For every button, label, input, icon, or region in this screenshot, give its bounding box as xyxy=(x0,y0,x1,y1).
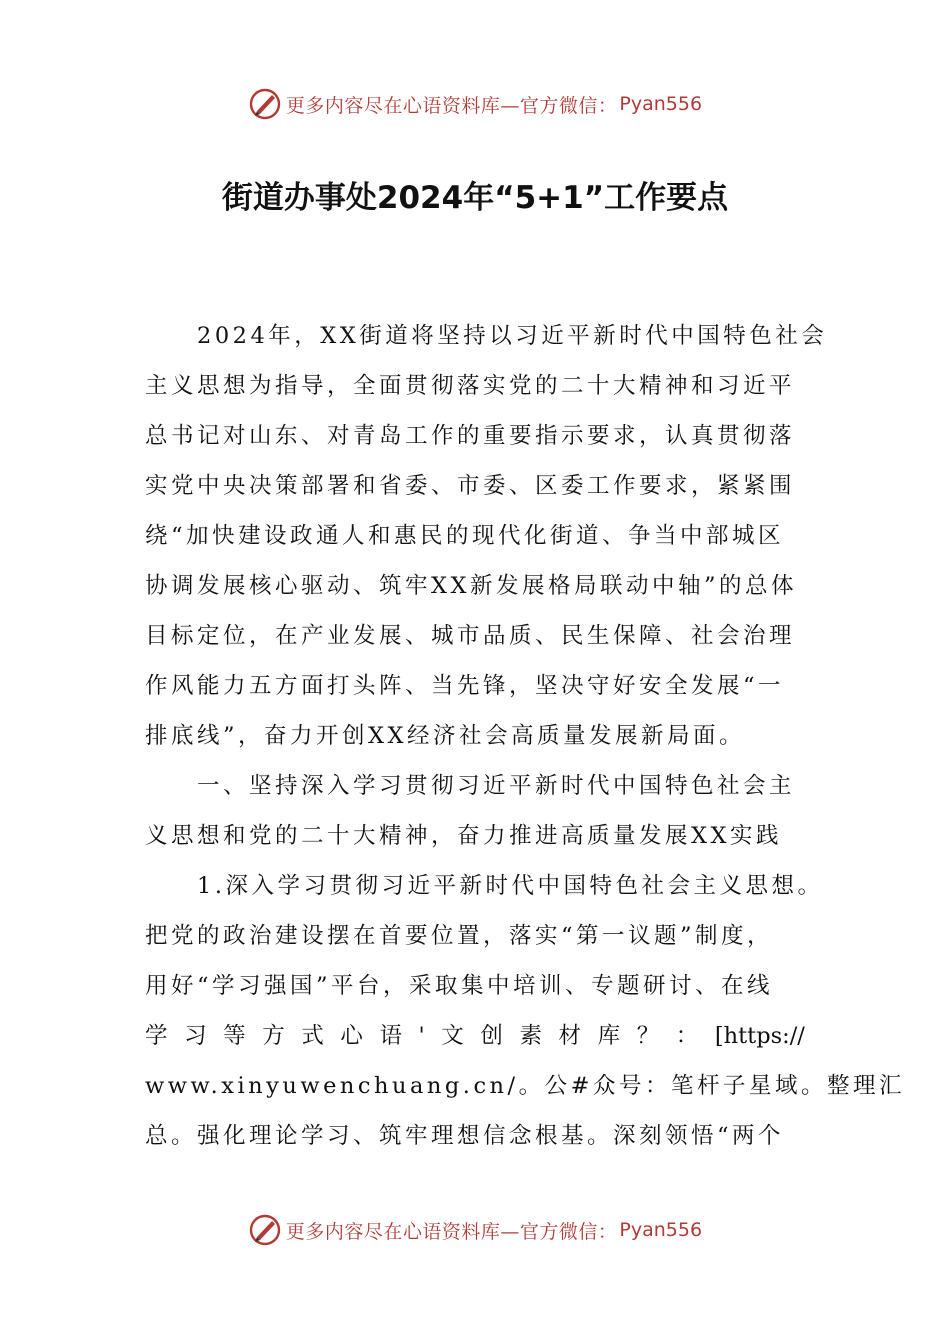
body-line: www.xinyuwenchuang.cn/。公#众号：笔杆子星域。整理汇 xyxy=(145,1073,905,1099)
wechat-id: Pyan556 xyxy=(619,1219,703,1241)
body-line: 协调发展核心驱动、筑牢XX新发展格局联动中轴”的总体 xyxy=(145,573,798,599)
spread-token-url[interactable]: [https:// xyxy=(714,1023,805,1049)
pen-logo-icon xyxy=(248,87,282,121)
spread-line xyxy=(145,1011,805,1061)
body-line: 主义思想为指导，全面贯彻落实党的二十大精神和习近平 xyxy=(145,373,796,399)
spread-token: 文 xyxy=(441,1023,464,1049)
spread-token: 心 xyxy=(340,1023,363,1049)
spread-token: 语 xyxy=(379,1023,402,1049)
banner-text: 更多内容尽在心语资料库—官方微信： xyxy=(285,94,618,117)
spread-token: 素 xyxy=(519,1023,542,1049)
body-line: 总书记对山东、对青岛工作的重要指示要求，认真贯彻落 xyxy=(145,423,796,449)
spread-token: 式 xyxy=(301,1023,324,1049)
spread-token: 库 xyxy=(597,1023,621,1049)
spread-token: 等 xyxy=(223,1023,246,1049)
spread-token: 方 xyxy=(262,1023,285,1049)
body-line: 把党的政治建设摆在首要位置，落实“第一议题”制度， xyxy=(145,923,774,949)
spread-token: 材 xyxy=(558,1023,582,1049)
banner-text: 更多内容尽在心语资料库—官方微信： xyxy=(285,1220,618,1243)
section-heading-line: 一、坚持深入学习贯彻习近平新时代中国特色社会主 xyxy=(197,773,796,799)
wechat-id: Pyan556 xyxy=(619,93,703,115)
spread-token: ？ xyxy=(636,1023,660,1049)
spread-token: 习 xyxy=(184,1023,207,1049)
body-line: 绕“加快建设政通人和惠民的现代化街道、争当中部城区 xyxy=(145,523,785,549)
spread-token: 创 xyxy=(480,1023,503,1049)
body-line: 目标定位，在产业发展、城市品质、民生保障、社会治理 xyxy=(145,623,796,649)
spread-token: ' xyxy=(418,1023,425,1049)
body-line: 作风能力五方面打头阵、当先锋，坚决守好安全发展“一 xyxy=(145,673,785,699)
spread-token: 学 xyxy=(145,1023,168,1049)
body-line: 1.深入学习贯彻习近平新时代中国特色社会主义思想。 xyxy=(197,873,824,899)
footer-banner xyxy=(0,1210,950,1250)
spread-token: ： xyxy=(675,1023,699,1049)
header-banner xyxy=(0,84,950,124)
section-heading-line: 义思想和党的二十大精神，奋力推进高质量发展XX实践 xyxy=(145,823,783,849)
document-body xyxy=(145,311,905,1161)
body-line: 排底线”，奋力开创XX经济社会高质量发展新局面。 xyxy=(145,723,746,749)
body-line: 2024年，XX街道将坚持以习近平新时代中国特色社会 xyxy=(197,323,828,349)
body-line: 用好“学习强国”平台，采取集中培训、专题研讨、在线 xyxy=(145,973,774,999)
document-title: 街道办事处2024年“5+1”工作要点 xyxy=(221,180,729,216)
body-line: 总。强化理论学习、筑牢理想信念根基。深刻领悟“两个 xyxy=(145,1123,785,1149)
body-line: 实党中央决策部署和省委、市委、区委工作要求，紧紧围 xyxy=(145,473,796,499)
pen-logo-icon xyxy=(248,1213,282,1247)
